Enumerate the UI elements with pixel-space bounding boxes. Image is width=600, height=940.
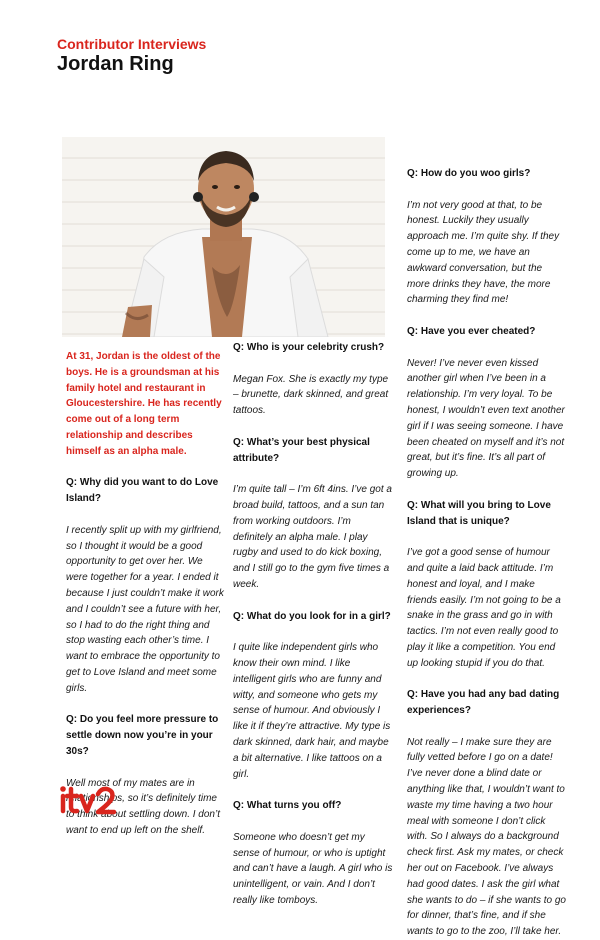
column-right [407, 166, 567, 940]
column-middle [233, 340, 393, 909]
answer-celebrity-crush: Megan Fox. She is exactly my type – brunette, dark skinned, and great tattoos. [233, 373, 389, 417]
portrait-illustration [62, 137, 385, 337]
question-bad-dates: Q: Have you had any bad dating experiences? [407, 689, 560, 717]
question-unique: Q: What will you bring to Love Island that is unique? [407, 499, 551, 527]
itv2-logo [58, 781, 118, 817]
question-woo: Q: How do you woo girls? [407, 168, 531, 179]
column-left [66, 349, 226, 839]
page-title: Jordan Ring [57, 53, 174, 75]
contributor-photo [62, 137, 385, 337]
answer-cheated: Never! I’ve never even kissed another girl when I’ve been in a relationship. I’m very loyal. To be honest, I wouldn’t even text another girl if I was seeing someone. I have been cheated on myself and it’s not great, but it’s fine. It’s all part of growing up. [407, 357, 565, 480]
answer-physical-attribute: I’m quite tall – I’m 6ft 4ins. I’ve got a broad build, tattoos, and a sun tan from working outdoors. I’m definitely an alpha male. I play rugby and used to do kick boxing, and I still go to the gym five times a week. [233, 484, 392, 590]
question-physical-attribute: Q: What’s your best physical attribute? [233, 436, 370, 464]
question-why-love-island: Q: Why did you want to do Love Island? [66, 477, 219, 505]
answer-look-for: I quite like independent girls who know their own mind. I like intelligent girls who are funny and witty, and someone who gets my sense of humour. And obviously I like it if they’re attractive. My type is dark skinned, dark hair, and maybe a bit alternative. I like tattoos on a girl. [233, 642, 391, 780]
answer-bad-dates: Not really – I make sure they are fully vetted before I go on a date! I’ve never done a blind date or anything like that, I wouldn’t want to waste my time having a two hour meal with someone I don’t click with. So I always do a background check first. Ask my mates, or check her out on Facebook. I’ve always had good dates. I ask the girl what she wants to do – if she wants to go for dinner, that’s fine, and if she wants to go to the zoo, I’ll take her. [407, 736, 566, 938]
question-celebrity-crush: Q: Who is your celebrity crush? [233, 342, 385, 353]
answer-unique: I’ve got a good sense of humour and quite a laid back attitude. I’m honest and loyal, and I make friends easily. I’m not going to be a snake in the grass and go in with tactics. I’m not even really good to play it like a competition. You end up looking stupid if you do that. [407, 547, 561, 669]
answer-pressure: Well most of my mates are in relationships, so it’s definitely time to think about settling down. I don’t want to end up left on the shelf. [66, 777, 220, 836]
answer-why-love-island: I recently split up with my girlfriend, so I thought it would be a good opportunity to get over her. We were together for a year. I ended it because I just couldn’t make it work and I couldn’t see a future with her, so I had to do the right thing and stop wasting each other’s time. I want to embrace the opportunity to get to Love Island and meet some girls. [66, 524, 224, 694]
question-cheated: Q: Have you ever cheated? [407, 325, 536, 337]
question-turn-offs: Q: What turns you off? [233, 800, 342, 812]
answer-woo: I’m not very good at that, to be honest. Luckily they usually approach me. I’m quite shy. If they come up to me, we have an awkward conversation, but the more drinks they have, the more charming they find me! [407, 199, 560, 306]
question-look-for: Q: What do you look for in a girl? [233, 610, 391, 622]
question-pressure: Q: Do you feel more pressure to settle down now you’re in your 30s? [66, 714, 219, 757]
intro-paragraph: At 31, Jordan is the oldest of the boys. He is a groundsman at his family hotel and restaurant in Gloucestershire. He has recently come out of a long term relationship and describes himself as an alpha male. [66, 351, 222, 457]
answer-turn-offs: Someone who doesn’t get my sense of humour, or who is uptight and can’t have a laugh. A girl who is unintelligent, or vain. And I don’t really like tomboys. [233, 831, 393, 906]
page-subtitle: Contributor Interviews [57, 36, 207, 52]
